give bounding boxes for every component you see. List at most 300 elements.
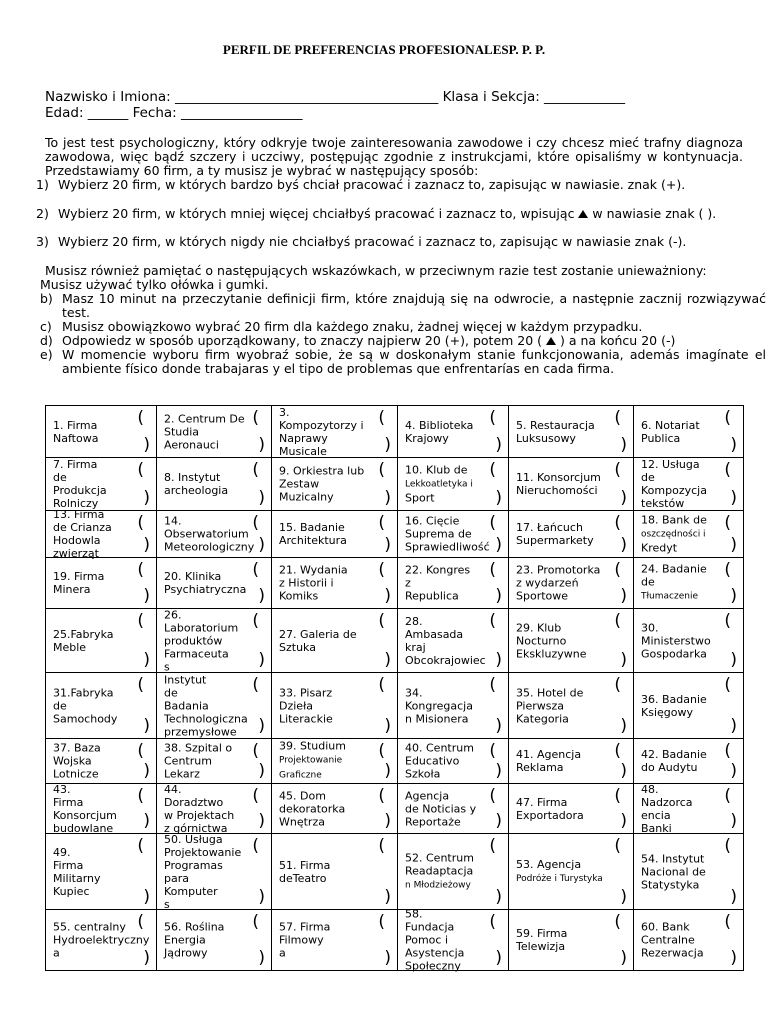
firm-cell	[157, 406, 272, 458]
firm-cell	[634, 673, 744, 739]
firm-name-line: 39. Studium	[279, 739, 346, 753]
answer-paren-open[interactable]: (	[378, 786, 385, 806]
rule-b	[40, 292, 766, 320]
firm-name: 55. centralny Hydroelektryczny a	[53, 920, 150, 960]
answer-paren-open[interactable]: (	[252, 741, 259, 761]
firm-cell	[272, 406, 398, 458]
firm-cell	[157, 739, 272, 784]
firm-row	[46, 673, 744, 739]
firm-name: 6. Notariat Publica	[641, 418, 700, 445]
answer-paren-close[interactable]: )	[620, 761, 627, 781]
firm-cell	[46, 558, 157, 609]
answer-paren-open[interactable]: (	[252, 611, 259, 631]
answer-paren-close[interactable]: )	[620, 535, 627, 555]
firm-cell	[46, 910, 157, 971]
answer-paren-close[interactable]: )	[143, 650, 150, 670]
firm-cell	[46, 784, 157, 834]
firm-cell	[157, 910, 272, 971]
firm-name: 34. Kongregacja n Misionera	[405, 686, 473, 725]
firm-name: 31.Fabryka de Samochody	[53, 686, 118, 725]
answer-paren-close[interactable]: )	[384, 887, 391, 907]
firm-cell	[509, 511, 634, 558]
instruction-1-text: Wybierz 20 firm, w których bardzo byś chciał pracować i zaznacz to, zapisując w nawiasie. znak (+).	[58, 177, 686, 192]
firm-name: 12. Usługa de Kompozycja tekstów	[641, 458, 707, 510]
answer-paren-open[interactable]: (	[137, 611, 144, 631]
answer-paren-close[interactable]: )	[620, 716, 627, 736]
answer-paren-close[interactable]: )	[730, 488, 737, 508]
answer-paren-open[interactable]: (	[724, 741, 731, 761]
firm-row	[46, 458, 744, 511]
answer-paren-open[interactable]: (	[489, 611, 496, 631]
firm-name-line: Sport	[405, 491, 435, 505]
answer-paren-open[interactable]: (	[378, 675, 385, 695]
firm-name-line: Kredyt	[641, 541, 678, 555]
answer-paren-open[interactable]: (	[724, 786, 731, 806]
rule-e-letter: e)	[40, 347, 53, 362]
answer-paren-open[interactable]: (	[252, 836, 259, 856]
answer-paren-open[interactable]: (	[724, 611, 731, 631]
firm-name	[405, 464, 486, 505]
answer-paren-close[interactable]: )	[730, 535, 737, 555]
firm-name: 17. Łańcuch Supermarkety	[516, 521, 594, 547]
answer-paren-close[interactable]: )	[143, 948, 150, 968]
firm-cell	[509, 784, 634, 834]
firm-cell	[398, 673, 509, 739]
answer-paren-close[interactable]: )	[495, 586, 502, 606]
answer-paren-open[interactable]: (	[378, 741, 385, 761]
answer-paren-open[interactable]: (	[378, 912, 385, 932]
firm-name: 7. Firma de Produkcja Rolniczy	[53, 458, 107, 510]
answer-paren-open[interactable]: (	[614, 408, 621, 428]
answer-paren-open[interactable]: (	[489, 675, 496, 695]
firm-name: 60. Bank Centralne Rezerwacja	[641, 920, 704, 960]
firm-name-line: 24. Badanie	[641, 562, 707, 576]
firm-cell	[398, 907, 509, 973]
firm-row	[46, 558, 744, 609]
answer-paren-open[interactable]: (	[252, 560, 259, 580]
answer-paren-open[interactable]: (	[137, 786, 144, 806]
firm-cell	[634, 609, 744, 673]
firm-name: 29. Klub Nocturno Ekskluzywne	[516, 621, 587, 660]
firm-cell	[46, 834, 157, 910]
firm-name-line: Projektowanie Graficzne	[279, 755, 343, 781]
firm-row	[46, 511, 744, 558]
answer-paren-open[interactable]: (	[614, 786, 621, 806]
firm-name: 44. Doradztwo w Projektach z górnictwa	[164, 782, 235, 835]
firm-name: 58. Fundacja Pomoc i Asystencja Społeczny	[405, 907, 465, 973]
firm-cell	[272, 834, 398, 910]
firm-cell	[272, 784, 398, 834]
firm-name: 42. Badanie do Audytu	[641, 748, 707, 774]
answer-paren-close[interactable]: )	[258, 650, 265, 670]
firm-name: 5. Restauracja Luksusowy	[516, 418, 595, 445]
firm-name: 56. Roślina Energia Jądrowy	[164, 920, 225, 960]
answer-paren-open[interactable]: (	[252, 460, 259, 480]
answer-paren-open[interactable]: (	[724, 560, 731, 580]
answer-paren-open[interactable]: (	[614, 741, 621, 761]
rule-e	[40, 348, 766, 390]
firm-name: 51. Firma deTeatro	[279, 858, 331, 885]
answer-paren-open[interactable]: (	[489, 786, 496, 806]
firm-cell	[509, 834, 634, 910]
firm-cell	[272, 673, 398, 739]
answer-paren-open[interactable]: (	[252, 513, 259, 533]
firm-cell	[398, 511, 509, 558]
intro-paragraph: To jest test psychologiczny, który odkryje twoje zainteresowania zawodowe i czy chcesz mieć trafny diagnoza zawodowa, więc bądź szczery i uczciwy, postępując zgodnie z instrukcjami, które opisaliśmy w kontynuacja. Przedstawiamy 60 firm, a ty musisz je wybrać w następujący sposób:	[45, 135, 743, 178]
firm-name: 30. Ministerstwo Gospodarka	[641, 621, 711, 660]
answer-paren-close[interactable]: )	[143, 488, 150, 508]
answer-paren-open[interactable]: (	[252, 786, 259, 806]
firm-cell	[157, 784, 272, 834]
answer-paren-open[interactable]: (	[724, 836, 731, 856]
firm-name: 13. Firma de Crianza Hodowla zwierząt	[53, 508, 112, 560]
firm-name: 11. Konsorcjum Nieruchomości	[516, 471, 601, 497]
firm-name: 21. Wydania z Historii i Komiks	[279, 563, 348, 603]
answer-paren-close[interactable]: )	[384, 650, 391, 670]
answer-paren-close[interactable]: )	[495, 716, 502, 736]
firm-cell	[398, 458, 509, 511]
firm-cell	[46, 609, 157, 673]
firm-name-line: Podróże i Turystyka	[516, 873, 603, 884]
firm-cell	[398, 406, 509, 458]
answer-paren-open[interactable]: (	[252, 912, 259, 932]
firm-name: 3. Kompozytorzy i Naprawy Musicale	[279, 405, 364, 458]
rule-d	[40, 334, 766, 348]
firm-cell	[634, 739, 744, 784]
firm-name: 19. Firma Minera	[53, 570, 105, 596]
firm-cell	[157, 673, 272, 739]
answer-paren-close[interactable]: )	[143, 811, 150, 831]
firm-name-line: n Młodzieżowy	[405, 880, 471, 890]
answer-paren-open[interactable]: (	[489, 560, 496, 580]
instruction-2-text-a: Wybierz 20 firm, w których mniej więcej chciałbyś pracować i zaznacz to, wpisując	[58, 206, 575, 221]
answer-paren-close[interactable]: )	[620, 811, 627, 831]
firm-name-line: 53. Agencja	[516, 857, 582, 871]
answer-paren-close[interactable]: )	[384, 586, 391, 606]
answer-paren-open[interactable]: (	[378, 513, 385, 533]
instruction-2	[36, 207, 766, 235]
answer-paren-close[interactable]: )	[258, 761, 265, 781]
answer-paren-open[interactable]: (	[489, 741, 496, 761]
answer-paren-close[interactable]: )	[730, 887, 737, 907]
answer-paren-close[interactable]: )	[143, 761, 150, 781]
firm-name: 33. Pisarz Dzieła Literackie	[279, 686, 333, 725]
answer-paren-open[interactable]: (	[614, 675, 621, 695]
answer-paren-open[interactable]: (	[614, 460, 621, 480]
answer-paren-close[interactable]: )	[730, 948, 737, 968]
answer-paren-open[interactable]: (	[489, 460, 496, 480]
answer-paren-close[interactable]: )	[730, 650, 737, 670]
rule-b-text: Masz 10 minut na przeczytanie definicji firm, które znajdują się na odwrocie, a następnie zacznij rozwiązywać test.	[62, 291, 766, 320]
answer-paren-close[interactable]: )	[620, 586, 627, 606]
answer-paren-close[interactable]: )	[730, 716, 737, 736]
firm-cell	[46, 508, 157, 560]
instruction-1-number: 1)	[36, 177, 49, 192]
answer-paren-close[interactable]: )	[730, 811, 737, 831]
answer-paren-close[interactable]: )	[384, 488, 391, 508]
answer-paren-close[interactable]: )	[730, 586, 737, 606]
firm-name: 2. Centrum De Studia Aeronauci	[164, 412, 245, 451]
firm-name: 41. Agencja Reklama	[516, 748, 582, 774]
firm-cell	[509, 458, 634, 511]
firm-row	[46, 609, 744, 673]
answer-paren-close[interactable]: )	[143, 535, 150, 555]
firm-name-line: 52. Centrum	[405, 851, 474, 864]
instruction-3-text: Wybierz 20 firm, w których nigdy nie chciałbyś pracować i zaznacz to, zapisując w nawiasie znak (-).	[58, 234, 687, 249]
answer-paren-close[interactable]: )	[620, 948, 627, 968]
firm-cell	[272, 558, 398, 609]
firm-cell	[634, 458, 744, 511]
answer-paren-close[interactable]: )	[495, 488, 502, 508]
answer-paren-close[interactable]: )	[384, 716, 391, 736]
firm-cell	[398, 739, 509, 784]
rule-a: Musisz używać tylko ołówka i gumki.	[40, 277, 269, 292]
answer-paren-open[interactable]: (	[724, 408, 731, 428]
firm-name: 48. Nadzorca encia Banki	[641, 782, 693, 835]
firm-cell	[398, 784, 509, 834]
answer-paren-close[interactable]: )	[620, 650, 627, 670]
firm-cell	[634, 558, 744, 609]
answer-paren-open[interactable]: (	[378, 560, 385, 580]
age-date-line: Edad: ______ Fecha: __________________	[45, 105, 303, 121]
answer-paren-open[interactable]: (	[137, 460, 144, 480]
firm-cell	[272, 739, 398, 784]
firm-name: 15. Badanie Architektura	[279, 521, 347, 547]
firm-name	[279, 740, 375, 783]
firm-name	[641, 563, 721, 604]
answer-paren-close[interactable]: )	[730, 435, 737, 455]
firm-cell	[272, 910, 398, 971]
answer-paren-close[interactable]: )	[730, 761, 737, 781]
answer-paren-open[interactable]: (	[137, 560, 144, 580]
firm-row	[46, 739, 744, 784]
answer-paren-close[interactable]: )	[620, 488, 627, 508]
answer-paren-close[interactable]: )	[143, 586, 150, 606]
firm-name	[641, 514, 721, 555]
firm-name: 22. Kongres z Republica	[405, 563, 471, 603]
instruction-2-number: 2)	[36, 206, 49, 221]
firm-name: 23. Promotorka z wydarzeń Sportowe	[516, 563, 601, 603]
instruction-2-text	[58, 207, 766, 221]
firm-name-line: Tłumaczenie	[641, 591, 698, 602]
answer-paren-close[interactable]: )	[384, 948, 391, 968]
answer-paren-close[interactable]: )	[258, 887, 265, 907]
firm-name: 36. Badanie Księgowy	[641, 692, 707, 719]
answer-paren-close[interactable]: )	[384, 761, 391, 781]
answer-paren-close[interactable]: )	[495, 948, 502, 968]
firm-cell	[509, 673, 634, 739]
firm-cell	[272, 458, 398, 511]
answer-paren-close[interactable]: )	[495, 887, 502, 907]
firm-name: Agencja de Noticias y Reportaże	[405, 789, 477, 828]
answer-paren-close[interactable]: )	[258, 535, 265, 555]
firm-name: 50. Usługa Projektowanie Programas para Komputer s	[164, 832, 242, 911]
firm-cell	[509, 739, 634, 784]
firm-cell	[157, 511, 272, 558]
answer-paren-open[interactable]: (	[137, 912, 144, 932]
answer-paren-open[interactable]: (	[489, 836, 496, 856]
remember-intro: Musisz również pamiętać o następujących wskazówkach, w przeciwnym razie test zostanie unieważniony:	[45, 263, 707, 278]
answer-paren-open[interactable]: (	[614, 513, 621, 533]
rule-e-text: W momencie wyboru firm wyobraź sobie, że są w doskonałym stanie funkcjonowania, además imagínate el ambiente físico donde trabajaras y el tipo de problemas que enfrentarías en cada firma.	[62, 347, 766, 376]
rule-c	[40, 320, 766, 334]
firm-cell	[272, 609, 398, 673]
firm-row	[46, 784, 744, 834]
firm-row	[46, 406, 744, 458]
firm-name: 9. Orkiestra lub Zestaw Muzicalny	[279, 464, 365, 504]
answer-paren-close[interactable]: )	[258, 948, 265, 968]
firm-name: 8. Instytut archeologia	[164, 471, 229, 497]
firm-name: Instytut de Badania Technologiczna przemysłowe	[164, 673, 248, 738]
firm-cell	[634, 511, 744, 558]
answer-paren-close[interactable]: )	[384, 535, 391, 555]
answer-paren-open[interactable]: (	[614, 560, 621, 580]
firm-name: 25.Fabryka Meble	[53, 627, 114, 654]
firm-name: 26. Laboratorium produktów Farmaceuta s	[164, 608, 239, 673]
answer-paren-open[interactable]: (	[724, 513, 731, 533]
firm-name-line: de	[641, 575, 655, 589]
firm-name: 38. Szpital o Centrum Lekarz	[164, 741, 233, 781]
firm-name: 57. Firma Filmowy a	[279, 920, 331, 960]
answer-paren-open[interactable]: (	[378, 408, 385, 428]
firm-cell	[634, 910, 744, 971]
rule-d-text-a: Odpowiedz w sposób uporządkowany, to znaczy najpierw 20 (+), potem 20 (	[62, 333, 543, 348]
firm-cell	[46, 458, 157, 511]
answer-paren-open[interactable]: (	[252, 675, 259, 695]
firm-name: 35. Hotel de Pierwsza Kategoria	[516, 686, 584, 725]
firm-name: 49. Firma Militarny Kupiec	[53, 845, 101, 898]
firm-cell	[157, 558, 272, 609]
answer-paren-open[interactable]: (	[378, 460, 385, 480]
firm-name: 4. Biblioteka Krajowy	[405, 418, 474, 445]
firm-name: 27. Galeria de Sztuka	[279, 627, 357, 654]
firm-cell	[509, 406, 634, 458]
firm-name	[516, 858, 611, 886]
triangle-icon	[546, 337, 556, 345]
answer-paren-close[interactable]: )	[620, 435, 627, 455]
firm-name-line: Readaptacja	[405, 864, 474, 877]
rule-d-text	[62, 334, 766, 348]
firm-row	[46, 834, 744, 910]
firm-cell	[509, 910, 634, 971]
firm-name-line: oszczędności i	[641, 529, 706, 540]
answer-paren-open[interactable]: (	[489, 513, 496, 533]
firm-name: 59. Firma Telewizja	[516, 927, 568, 953]
answer-paren-close[interactable]: )	[495, 811, 502, 831]
answer-paren-open[interactable]: (	[489, 912, 496, 932]
firms-table	[45, 405, 744, 971]
rule-c-letter: c)	[40, 319, 52, 334]
firm-name-line: 10. Klub de	[405, 463, 468, 477]
answer-paren-close[interactable]: )	[258, 435, 265, 455]
instruction-1	[36, 178, 766, 206]
rule-d-text-b: ) a na końcu 20 (-)	[560, 333, 676, 348]
instruction-2-text-b: w nawiasie znak ( ).	[592, 206, 717, 221]
instruction-3-number: 3)	[36, 234, 49, 249]
answer-paren-open[interactable]: (	[137, 836, 144, 856]
firm-name: 54. Instytut Nacional de Statystyka	[641, 852, 706, 891]
answer-paren-close[interactable]: )	[258, 488, 265, 508]
answer-paren-open[interactable]: (	[724, 675, 731, 695]
answer-paren-close[interactable]: )	[495, 761, 502, 781]
page-title: PERFIL DE PREFERENCIAS PROFESIONALESP. P. P.	[222, 42, 546, 57]
firm-name: 28. Ambasada kraj Obcokrajowiec	[405, 614, 486, 667]
answer-paren-open[interactable]: (	[614, 836, 621, 856]
answer-paren-open[interactable]: (	[137, 408, 144, 428]
answer-paren-close[interactable]: )	[620, 887, 627, 907]
answer-paren-open[interactable]: (	[137, 513, 144, 533]
firm-cell	[46, 739, 157, 784]
answer-paren-open[interactable]: (	[252, 408, 259, 428]
firm-row	[46, 910, 744, 971]
answer-paren-close[interactable]: )	[258, 716, 265, 736]
answer-paren-close[interactable]: )	[495, 435, 502, 455]
firm-cell	[157, 609, 272, 673]
answer-paren-close[interactable]: )	[384, 435, 391, 455]
firm-name: 43. Firma Konsorcjum budowlane	[53, 782, 117, 835]
firm-cell	[157, 458, 272, 511]
answer-paren-open[interactable]: (	[614, 611, 621, 631]
firm-name: 14. Obserwatorium Meteorologiczny	[164, 514, 255, 554]
answer-paren-close[interactable]: )	[495, 535, 502, 555]
firm-cell	[46, 406, 157, 458]
answer-paren-close[interactable]: )	[143, 716, 150, 736]
firm-name: 1. Firma Naftowa	[53, 418, 99, 445]
answer-paren-close[interactable]: )	[258, 586, 265, 606]
answer-paren-close[interactable]: )	[143, 887, 150, 907]
firm-cell	[509, 609, 634, 673]
firm-cell	[398, 558, 509, 609]
firm-cell	[509, 558, 634, 609]
firm-cell	[46, 673, 157, 739]
answer-paren-open[interactable]: (	[724, 460, 731, 480]
answer-paren-open[interactable]: (	[489, 408, 496, 428]
answer-paren-open[interactable]: (	[137, 741, 144, 761]
answer-paren-open[interactable]: (	[614, 912, 621, 932]
rule-d-letter: d)	[40, 333, 53, 348]
answer-paren-close[interactable]: )	[258, 811, 265, 831]
firm-name: 45. Dom dekoratorka Wnętrza	[279, 789, 346, 828]
answer-paren-open[interactable]: (	[137, 675, 144, 695]
firm-cell	[398, 834, 509, 910]
firm-cell	[634, 784, 744, 834]
firm-name: 40. Centrum Educativo Szkoła	[405, 741, 474, 781]
firm-cell	[398, 609, 509, 673]
firm-cell	[157, 834, 272, 910]
answer-paren-close[interactable]: )	[384, 811, 391, 831]
answer-paren-open[interactable]: (	[378, 836, 385, 856]
instruction-3	[36, 235, 766, 249]
answer-paren-close[interactable]: )	[495, 650, 502, 670]
firm-cell	[634, 406, 744, 458]
firm-name: 37. Baza Wojska Lotnicze	[53, 741, 101, 781]
rule-c-text: Musisz obowiązkowo wybrać 20 firm dla każdego znaku, żadnej więcej w każdym przypadku.	[62, 319, 643, 334]
triangle-icon	[578, 210, 588, 218]
firm-name-line: 18. Bank de	[641, 513, 707, 527]
answer-paren-close[interactable]: )	[143, 435, 150, 455]
firm-name: 20. Klinika Psychiatryczna	[164, 570, 247, 596]
firm-name: 16. Cięcie Suprema de Sprawiedliwość	[405, 514, 490, 554]
firm-cell	[634, 834, 744, 910]
rule-b-letter: b)	[40, 291, 53, 306]
firm-cell	[272, 511, 398, 558]
firm-name-line: Lekkoatletyka i	[405, 479, 473, 490]
answer-paren-open[interactable]: (	[378, 611, 385, 631]
name-class-line: Nazwisko i Imiona: _______________________________________ Klasa i Sekcja: ____________	[45, 89, 626, 105]
answer-paren-open[interactable]: (	[724, 912, 731, 932]
firm-name: 47. Firma Exportadora	[516, 795, 584, 822]
firm-name	[405, 851, 486, 892]
